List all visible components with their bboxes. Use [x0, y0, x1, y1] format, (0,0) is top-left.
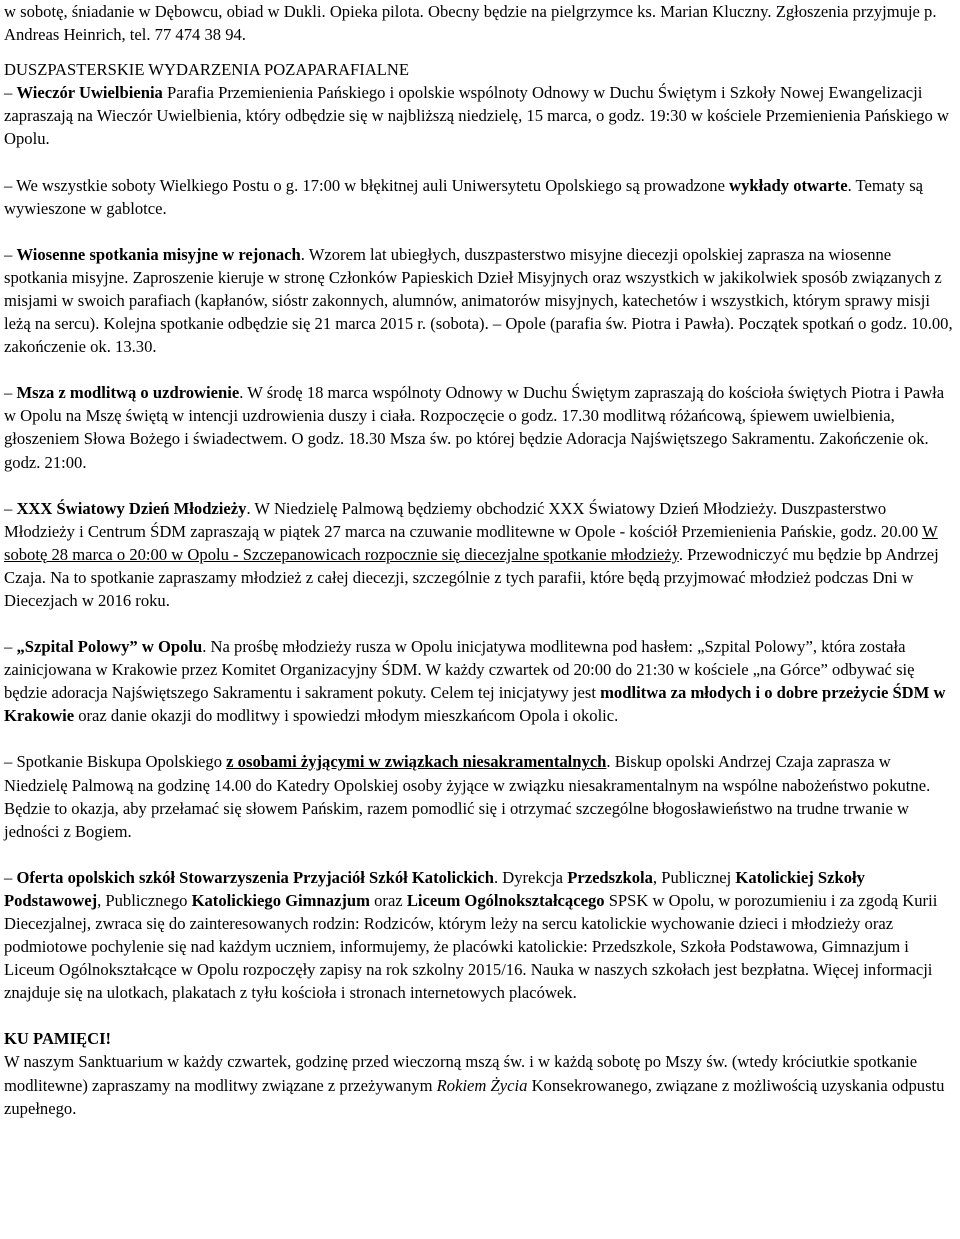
text-run: –: [4, 637, 17, 657]
bold-text: Przedszkola: [567, 867, 653, 887]
text-run: SPSK w Opolu, w porozumieniu i za zgodą Kurii Diecezjalnej, zwraca się do zainteresowanych rodzin: Rodziców, którym leży na sercu katolickie wychowanie dzieci i młodzieży oraz podmiotowe pochylenie się nad każdym uczniem, informujemy, że placówki katolickie: Przedszkole, Szkoła Podstawowa, Gimnazjum i Liceum Ogólnokształcące w Opolu rozpoczęły zapisy na rok szkolny 2015/16. Nauka w naszych szkołach jest bezpłatna. Więcej informacji znajduje się na ulotkach, plakatach z tyłu kościoła i stronach internetowych placówek.: [4, 890, 938, 1003]
lectures-paragraph: [4, 174, 956, 220]
text-run: . W Niedzielę Palmową będziemy obchodzić XXX Światowy Dzień Młodzieży. Duszpasterstwo Młodzieży i Centrum ŚDM zapraszają w piątek 27 marca na czuwanie modlitewne w Opole - kościół Przemienienia Pańskie, godz. 20.00: [4, 498, 923, 541]
text-run: Parafia Przemienienia Pańskiego i opolskie wspólnoty Odnowy w Duchu Świętym i Szkoły Nowej Ewangelizacji zapraszają na Wieczór Uwielbienia, który odbędzie się w najbliższą niedzielę, 15 marca, o godz. 19:30 w kościele Przemienienia Pańskiego w Opolu.: [4, 83, 949, 149]
text-run: Konsekrowanego, związane z możliwością uzyskania odpustu zupełnego.: [4, 1075, 945, 1118]
text-run: . Dyrekcja: [493, 867, 568, 887]
catholic-schools-paragraph: [4, 866, 956, 1005]
text-run: . Biskup opolski Andrzej Czaja zaprasza w Niedzielę Palmową na godzinę 14.00 do Katedry Opolskiej osoby żyjące w związku niesakramentalnym na wspólne nabożeństwo pokutne. Będzie to okazja, aby przełamać się słowem Pańskim, razem pomodlić się i otrzymać szczególne błogosławieństwo na trudne trwanie w jedności z Bogiem.: [4, 752, 931, 841]
underlined-bold-text: z osobami żyjącymi w związkach niesakramentalnych: [226, 752, 607, 772]
item-title: Oferta opolskich szkół Stowarzyszenia Przyjaciół Szkół Katolickich: [16, 867, 494, 887]
bishop-meeting-paragraph: [4, 750, 956, 842]
item-title: Wieczór Uwielbienia: [16, 83, 163, 103]
text-run: –: [4, 244, 17, 264]
text-run: , Publicznego: [97, 890, 192, 910]
text-run: , Publicznej: [652, 867, 736, 887]
pilgrimage-paragraph: [4, 0, 956, 46]
bold-text: Katolickiej Szkoły Podstawowej: [4, 867, 865, 910]
item-title: „Szpital Polowy” w Opolu: [16, 637, 203, 657]
worship-evening-paragraph: [4, 81, 956, 150]
text-run: oraz danie okazji do modlitwy i spowiedzi młodym mieszkańcom Opola i okolic.: [74, 706, 619, 726]
text-run: . W środę 18 marca wspólnoty Odnowy w Duchu Świętym zapraszają do kościoła świętych Piotra i Pawła w Opolu na Mszę świętą w intencji uzdrowienia duszy i ciała. Rozpoczęcie o godz. 17.30 modlitwą różańcową, śpiewem uwielbienia, głoszeniem Słowa Bożego i świadectwem. O godz. 18.30 Msza św. po której będzie Adoracja Najświętszego Sakramentu. Zakończenie ok. godz. 21:00.: [4, 383, 945, 472]
text-run: –: [4, 83, 17, 103]
bold-text: Katolickiego Gimnazjum: [191, 890, 370, 910]
text-run: . Przewodniczyć mu będzie bp Andrzej Czaja. Na to spotkanie zapraszamy młodzież z całej diecezji, szczególnie z tych parafii, które będą przyjmować młodzież podczas Dni w Diecezjach w 2016 roku.: [4, 544, 939, 610]
reminder-heading: KU PAMIĘCI!: [4, 1029, 112, 1049]
text-run: – Spotkanie Biskupa Opolskiego: [4, 752, 227, 772]
text-run: W naszym Sanktuarium w każdy czwartek, godzinę przed wieczorną mszą św. i w każdą sobotę po Mszy św. (wtedy króciutkie spotkanie modlitewne) zapraszamy na modlitwy związane z przeżywanym: [4, 1052, 918, 1095]
item-title: Msza z modlitwą o uzdrowienie: [16, 383, 240, 403]
item-title: Wiosenne spotkania misyjne w rejonach: [16, 244, 301, 264]
item-title: wykłady otwarte: [729, 175, 848, 195]
healing-mass-paragraph: [4, 381, 956, 473]
bold-text: modlitwa za młodych i o dobre przeżycie ŚDM w Krakowie: [4, 683, 946, 726]
text-run: . Tematy są wywieszone w gablotce.: [4, 175, 924, 218]
italic-text: Rokiem Życia: [436, 1075, 528, 1095]
text-run: –: [4, 383, 17, 403]
world-youth-day-paragraph: [4, 497, 956, 612]
mission-meetings-paragraph: [4, 243, 956, 358]
bold-text: Liceum Ogólnokształcącego: [406, 890, 605, 910]
text-run: . Wzorem lat ubiegłych, duszpasterstwo misyjne diecezji opolskiej zaprasza na wiosenne spotkania misyjne. Zaproszenie kieruje w stronę Członków Papieskich Dzieł Misyjnych oraz wszystkich w jakikolwiek sposób związanych z misjami w swoich parafiach (kapłanów, sióstr zakonnych, alumnów, animatorów misyjnych, katechetów i wszystkich, którym sprawy misji leżą na sercu). Kolejna spotkanie odbędzie się 21 marca 2015 r. (sobota). – Opole (parafia św. Piotra i Pawła). Początek spotkań o godz. 10.00, zakończenie ok. 13.30.: [4, 244, 953, 357]
text-run: w sobotę, śniadanie w Dębowcu, obiad w Dukli. Opieka pilota. Obecny będzie na pielgrzymce ks. Marian Kluczny. Zgłoszenia przyjmuje p. Andreas Heinrich, tel. 77 474 38 94.: [4, 2, 937, 45]
text-run: –: [4, 498, 17, 518]
text-run: – We wszystkie soboty Wielkiego Postu o g. 17:00 w błękitnej auli Uniwersytetu Opolskiego są prowadzone: [4, 175, 730, 195]
underlined-text: W sobotę 28 marca o 20:00 w Opolu - Szczepanowicach rozpocznie się diecezjalne spotkanie młodzieży: [4, 521, 938, 564]
reminder-paragraph: [4, 1050, 956, 1119]
section-heading: DUSZPASTERSKIE WYDARZENIA POZAPARAFIALNE: [4, 60, 410, 80]
field-hospital-paragraph: [4, 635, 956, 727]
text-run: . Na prośbę młodzieży rusza w Opolu inicjatywa modlitewna pod hasłem: „Szpital Polowy”, która została zainicjowana w Krakowie przez Komitet Organizacyjny ŚDM. W każdy czwartek od 20:00 do 21:30 w kościele „na Górce” odbywać się będzie adoracja Najświętszego Sakramentu i sakrament pokuty. Celem tej inicjatywy jest: [4, 637, 915, 703]
item-title: XXX Światowy Dzień Młodzieży: [16, 498, 247, 518]
text-run: oraz: [369, 890, 407, 910]
text-run: –: [4, 867, 17, 887]
